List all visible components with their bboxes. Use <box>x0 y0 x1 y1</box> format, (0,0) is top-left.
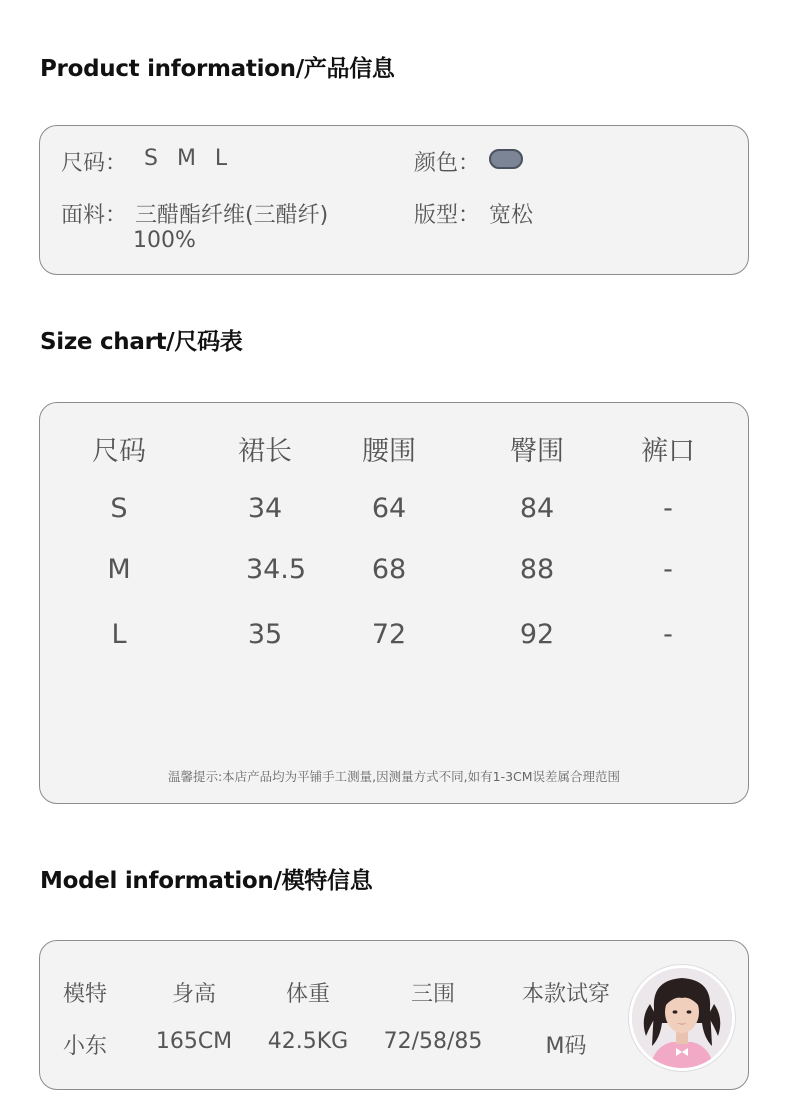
table-cell: 92 <box>519 619 555 650</box>
table-cell: 68 <box>371 554 407 585</box>
header-size: 尺码 <box>92 436 146 467</box>
model-weight: 42.5KG <box>267 1029 349 1054</box>
header-leg-opening: 裤口 <box>641 436 695 467</box>
table-cell: 34.5 <box>245 554 307 585</box>
color-label: 颜色： <box>414 151 481 176</box>
table-cell: S <box>110 493 128 524</box>
table-cell: 88 <box>519 554 555 585</box>
header-skirt-length: 裙长 <box>238 436 292 467</box>
size-value: S M L <box>144 146 234 171</box>
model-measurements: 72/58/85 <box>383 1029 483 1054</box>
table-cell: - <box>663 493 673 524</box>
fit-value: 宽松 <box>489 203 534 228</box>
table-cell: 84 <box>519 493 555 524</box>
table-cell: 35 <box>247 619 283 650</box>
header-waist: 腰围 <box>362 436 416 467</box>
model-header-weight: 体重 <box>285 982 331 1007</box>
measurement-note: 温馨提示:本店产品均为平铺手工测量,因测量方式不同,如有1-3CM误差属合理范围 <box>167 769 621 784</box>
model-header-height: 身高 <box>171 982 217 1007</box>
color-swatch <box>489 149 523 169</box>
product-info-title: Product information/产品信息 <box>40 56 395 82</box>
model-header-measurements: 三围 <box>410 982 456 1007</box>
header-hip: 臀围 <box>510 436 564 467</box>
fabric-label: 面料： <box>61 203 128 228</box>
model-size-worn: M码 <box>545 1034 587 1059</box>
table-cell: 34 <box>247 493 283 524</box>
table-cell: - <box>663 619 673 650</box>
model-header-name: 模特 <box>62 982 108 1007</box>
model-height: 165CM <box>155 1029 233 1054</box>
table-cell: L <box>111 619 127 650</box>
table-cell: - <box>663 554 673 585</box>
fabric-value-line2: 100% <box>133 228 196 253</box>
table-cell: 64 <box>371 493 407 524</box>
table-cell: 72 <box>371 619 407 650</box>
model-header-size-worn: 本款试穿 <box>521 982 611 1007</box>
model-avatar <box>629 965 735 1071</box>
model-portrait-icon <box>632 968 732 1068</box>
model-name: 小东 <box>62 1034 108 1059</box>
model-info-card <box>39 940 749 1090</box>
size-chart-title: Size chart/尺码表 <box>40 329 243 355</box>
size-chart-card <box>39 402 749 804</box>
table-cell: M <box>107 554 131 585</box>
model-info-title: Model information/模特信息 <box>40 868 373 894</box>
fabric-value-line1: 三醋酯纤维(三醋纤) <box>135 203 329 228</box>
size-label: 尺码： <box>61 151 128 176</box>
product-info-card <box>39 125 749 275</box>
fit-label: 版型： <box>414 203 481 228</box>
